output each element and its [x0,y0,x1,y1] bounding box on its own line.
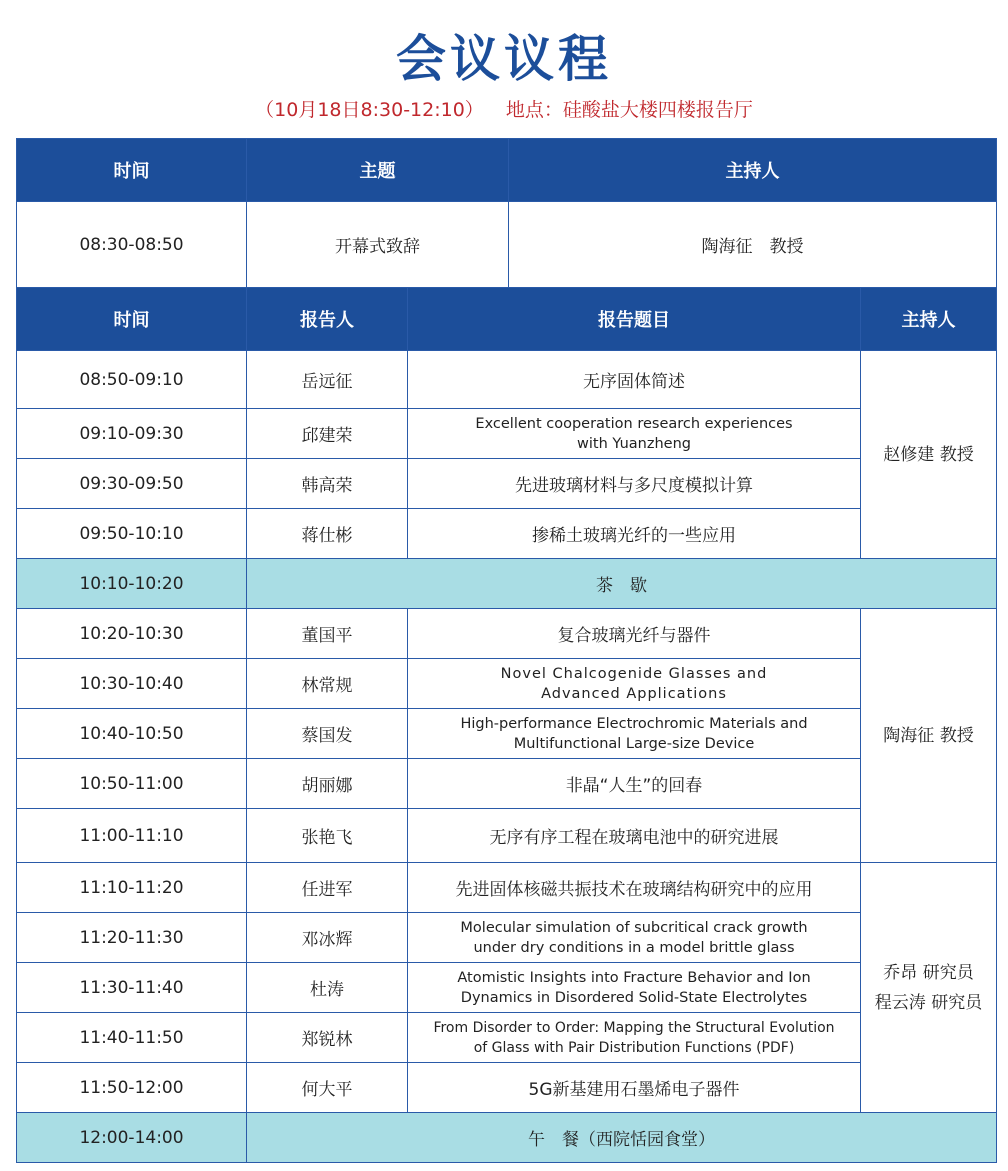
talk-title [408,409,861,459]
lunch-label: 午 餐（西院恬园食堂） [247,1113,997,1163]
table-row [17,509,997,559]
subtitle-time: （10月18日8:30-12:10） [255,99,484,121]
opening-topic: 开幕式致辞 [247,202,509,288]
session3-host-line: 程云涛 研究员 [874,992,983,1013]
talk-title [408,1013,861,1063]
header-host: 主持人 [861,288,997,351]
opening-row [17,202,997,288]
subtitle [0,96,1008,124]
talk-time: 11:20-11:30 [17,913,247,963]
table-row [17,351,997,409]
talk-speaker: 董国平 [247,609,408,659]
lunch-time: 12:00-14:00 [17,1113,247,1163]
talk-title-line: Dynamics in Disordered Solid-State Electrolytes [460,989,808,1006]
table-row [17,759,997,809]
table-row [17,1013,997,1063]
table-row [17,409,997,459]
talk-title [408,963,861,1013]
talk-time: 10:30-10:40 [17,659,247,709]
header-time: 时间 [17,288,247,351]
header-speaker: 报告人 [247,288,408,351]
talk-title-line: Molecular simulation of subcritical crack growth [460,919,808,936]
agenda-table [16,138,997,1163]
talk-speaker: 蔡国发 [247,709,408,759]
talk-time: 11:30-11:40 [17,963,247,1013]
talk-title-line: with Yuanzheng [577,435,691,452]
table-row [17,609,997,659]
talk-time: 08:50-09:10 [17,351,247,409]
opening-header-topic: 主题 [247,139,509,202]
talk-title: 5G新基建用石墨烯电子器件 [408,1063,861,1113]
session3-host [861,863,997,1113]
header-title: 报告题目 [408,288,861,351]
talk-title-line: of Glass with Pair Distribution Functions (PDF) [473,1039,795,1056]
talk-time: 10:40-10:50 [17,709,247,759]
talk-title: 无序有序工程在玻璃电池中的研究进展 [408,809,861,863]
talk-title-line: Multifunctional Large-size Device [513,735,755,752]
talk-time: 11:40-11:50 [17,1013,247,1063]
talk-speaker: 蒋仕彬 [247,509,408,559]
talk-title-line: Novel Chalcogenide Glasses and [500,665,768,682]
table-row [17,659,997,709]
talk-time: 11:50-12:00 [17,1063,247,1113]
table-row [17,459,997,509]
opening-header-host: 主持人 [509,139,997,202]
talk-title [408,709,861,759]
talk-speaker: 郑锐林 [247,1013,408,1063]
talk-title: 非晶“人生”的回春 [408,759,861,809]
talk-speaker: 张艳飞 [247,809,408,863]
tea-break-label: 茶 歇 [247,559,997,609]
table-row [17,963,997,1013]
opening-time: 08:30-08:50 [17,202,247,288]
opening-header-time: 时间 [17,139,247,202]
talk-speaker: 林常规 [247,659,408,709]
talk-time: 09:10-09:30 [17,409,247,459]
session1-host: 赵修建 教授 [861,351,997,559]
talk-title-line: From Disorder to Order: Mapping the Structural Evolution [433,1019,835,1036]
session3-host-line: 乔昂 研究员 [883,962,974,983]
talk-time: 09:30-09:50 [17,459,247,509]
talk-time: 11:00-11:10 [17,809,247,863]
talk-title: 先进固体核磁共振技术在玻璃结构研究中的应用 [408,863,861,913]
talk-title: 先进玻璃材料与多尺度模拟计算 [408,459,861,509]
table-row [17,809,997,863]
talk-speaker: 邱建荣 [247,409,408,459]
table-row [17,913,997,963]
agenda-header-row [17,288,997,351]
session2-host: 陶海征 教授 [861,609,997,863]
subtitle-location: 地点：硅酸盐大楼四楼报告厅 [505,99,753,121]
talk-title-line: Atomistic Insights into Fracture Behavior and Ion [457,969,811,986]
talk-title: 掺稀土玻璃光纤的一些应用 [408,509,861,559]
talk-title [408,913,861,963]
talk-time: 09:50-10:10 [17,509,247,559]
page-title: 会议议程 [396,30,612,88]
talk-speaker: 岳远征 [247,351,408,409]
table-row [17,709,997,759]
opening-header-row [17,139,997,202]
talk-title [408,659,861,709]
talk-title: 无序固体简述 [408,351,861,409]
talk-time: 10:50-11:00 [17,759,247,809]
talk-speaker: 邓冰辉 [247,913,408,963]
talk-title-line: Excellent cooperation research experiences [475,415,793,432]
talk-speaker: 任进军 [247,863,408,913]
opening-host: 陶海征 教授 [509,202,997,288]
lunch-row [17,1113,997,1163]
tea-break-row [17,559,997,609]
talk-title: 复合玻璃光纤与器件 [408,609,861,659]
talk-time: 10:20-10:30 [17,609,247,659]
table-row [17,1063,997,1113]
talk-speaker: 韩高荣 [247,459,408,509]
talk-title-line: High-performance Electrochromic Materials and [460,715,808,732]
talk-title-line: under dry conditions in a model brittle glass [473,939,795,956]
talk-speaker: 何大平 [247,1063,408,1113]
talk-speaker: 杜涛 [247,963,408,1013]
talk-time: 11:10-11:20 [17,863,247,913]
talk-title-line: Advanced Applications [541,685,727,702]
talk-speaker: 胡丽娜 [247,759,408,809]
table-row [17,863,997,913]
tea-break-time: 10:10-10:20 [17,559,247,609]
